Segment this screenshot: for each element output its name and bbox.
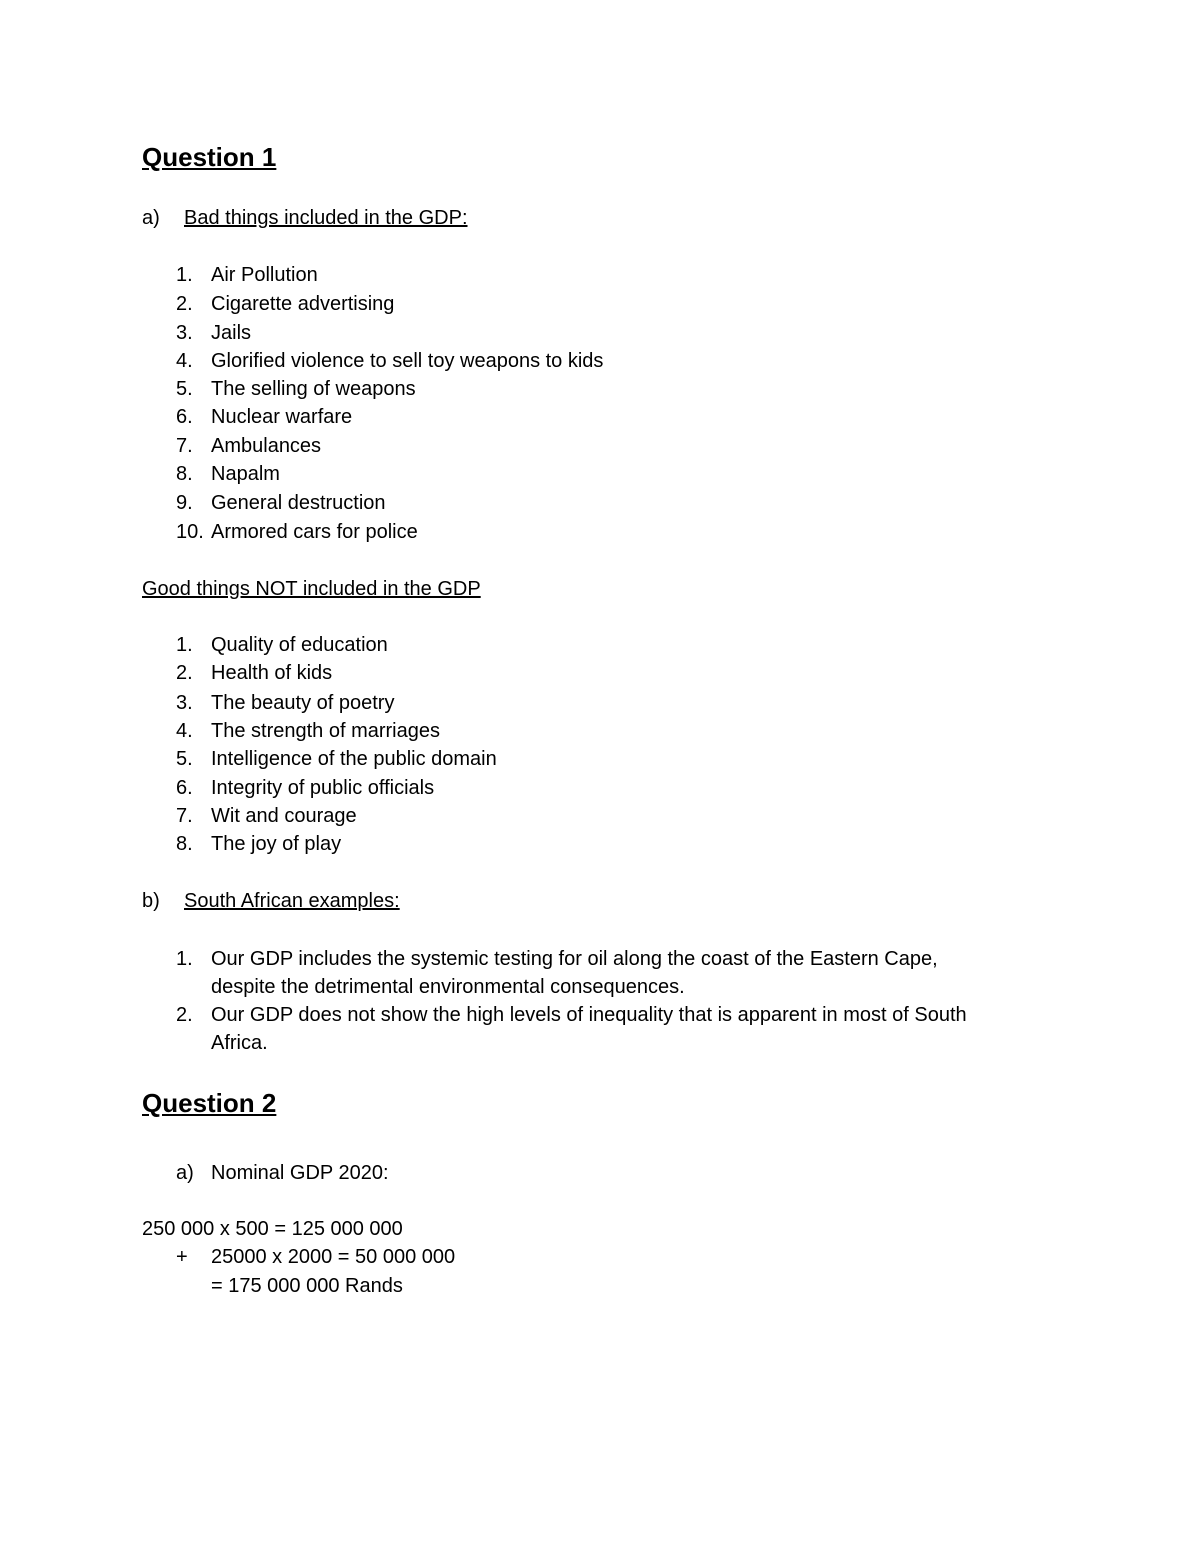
list-number: 8.: [176, 833, 193, 855]
list-item-line: despite the detrimental environmental consequences.: [211, 976, 685, 998]
good-things-title: Good things NOT included in the GDP: [142, 578, 481, 600]
list-number: 7.: [176, 805, 193, 827]
list-number: 2.: [176, 1004, 193, 1026]
list-number: 3.: [176, 322, 193, 344]
list-number: 5.: [176, 748, 193, 770]
nominal-gdp-title: Nominal GDP 2020:: [211, 1162, 389, 1184]
q2-part-a-marker: a): [176, 1162, 194, 1184]
bad-things-title: Bad things included in the GDP:: [184, 207, 468, 229]
list-item: Napalm: [211, 463, 280, 485]
list-number: 3.: [176, 692, 193, 714]
list-number: 1.: [176, 264, 193, 286]
calc-line-1: 250 000 x 500 = 125 000 000: [142, 1218, 403, 1240]
list-number: 6.: [176, 777, 193, 799]
list-item: Armored cars for police: [211, 521, 418, 543]
list-number: 7.: [176, 435, 193, 457]
list-item: Jails: [211, 322, 252, 344]
list-item: General destruction: [211, 492, 386, 514]
list-item: The selling of weapons: [211, 378, 416, 400]
list-number: 9.: [176, 492, 193, 514]
calc-line-2: 25000 x 2000 = 50 000 000: [211, 1246, 456, 1268]
list-item: The beauty of poetry: [211, 692, 395, 714]
list-item: Health of kids: [211, 662, 333, 684]
list-item-line: Our GDP does not show the high levels of inequality that is apparent in most of South: [211, 1004, 967, 1026]
part-b-marker: b): [142, 890, 160, 912]
list-item: The strength of marriages: [211, 720, 440, 742]
list-item: Nuclear warfare: [211, 406, 353, 428]
list-item: Ambulances: [211, 435, 322, 457]
list-item-line: Africa.: [211, 1032, 268, 1054]
list-number: 4.: [176, 720, 193, 742]
list-number: 10.: [176, 521, 204, 543]
list-number: 2.: [176, 293, 193, 315]
list-item: Intelligence of the public domain: [211, 748, 497, 770]
list-item-line: Our GDP includes the systemic testing for oil along the coast of the Eastern Cape,: [211, 948, 938, 970]
list-number: 6.: [176, 406, 193, 428]
list-number: 5.: [176, 378, 193, 400]
list-item: Wit and courage: [211, 805, 357, 827]
list-number: 1.: [176, 634, 193, 656]
question-1-heading: Question 1: [142, 142, 277, 172]
question-2-heading: Question 2: [142, 1088, 277, 1118]
list-number: 2.: [176, 662, 193, 684]
list-item: Glorified violence to sell toy weapons to kids: [211, 350, 604, 372]
calc-total: = 175 000 000 Rands: [211, 1275, 403, 1297]
list-item: The joy of play: [211, 833, 342, 855]
part-a-marker: a): [142, 207, 160, 229]
list-number: 4.: [176, 350, 193, 372]
calc-plus-sign: +: [176, 1246, 188, 1268]
list-item: Cigarette advertising: [211, 293, 395, 315]
south-african-examples-title: South African examples:: [184, 890, 400, 912]
list-number: 8.: [176, 463, 193, 485]
list-number: 1.: [176, 948, 193, 970]
list-item: Integrity of public officials: [211, 777, 435, 799]
list-item: Air Pollution: [211, 264, 318, 286]
list-item: Quality of education: [211, 634, 388, 656]
